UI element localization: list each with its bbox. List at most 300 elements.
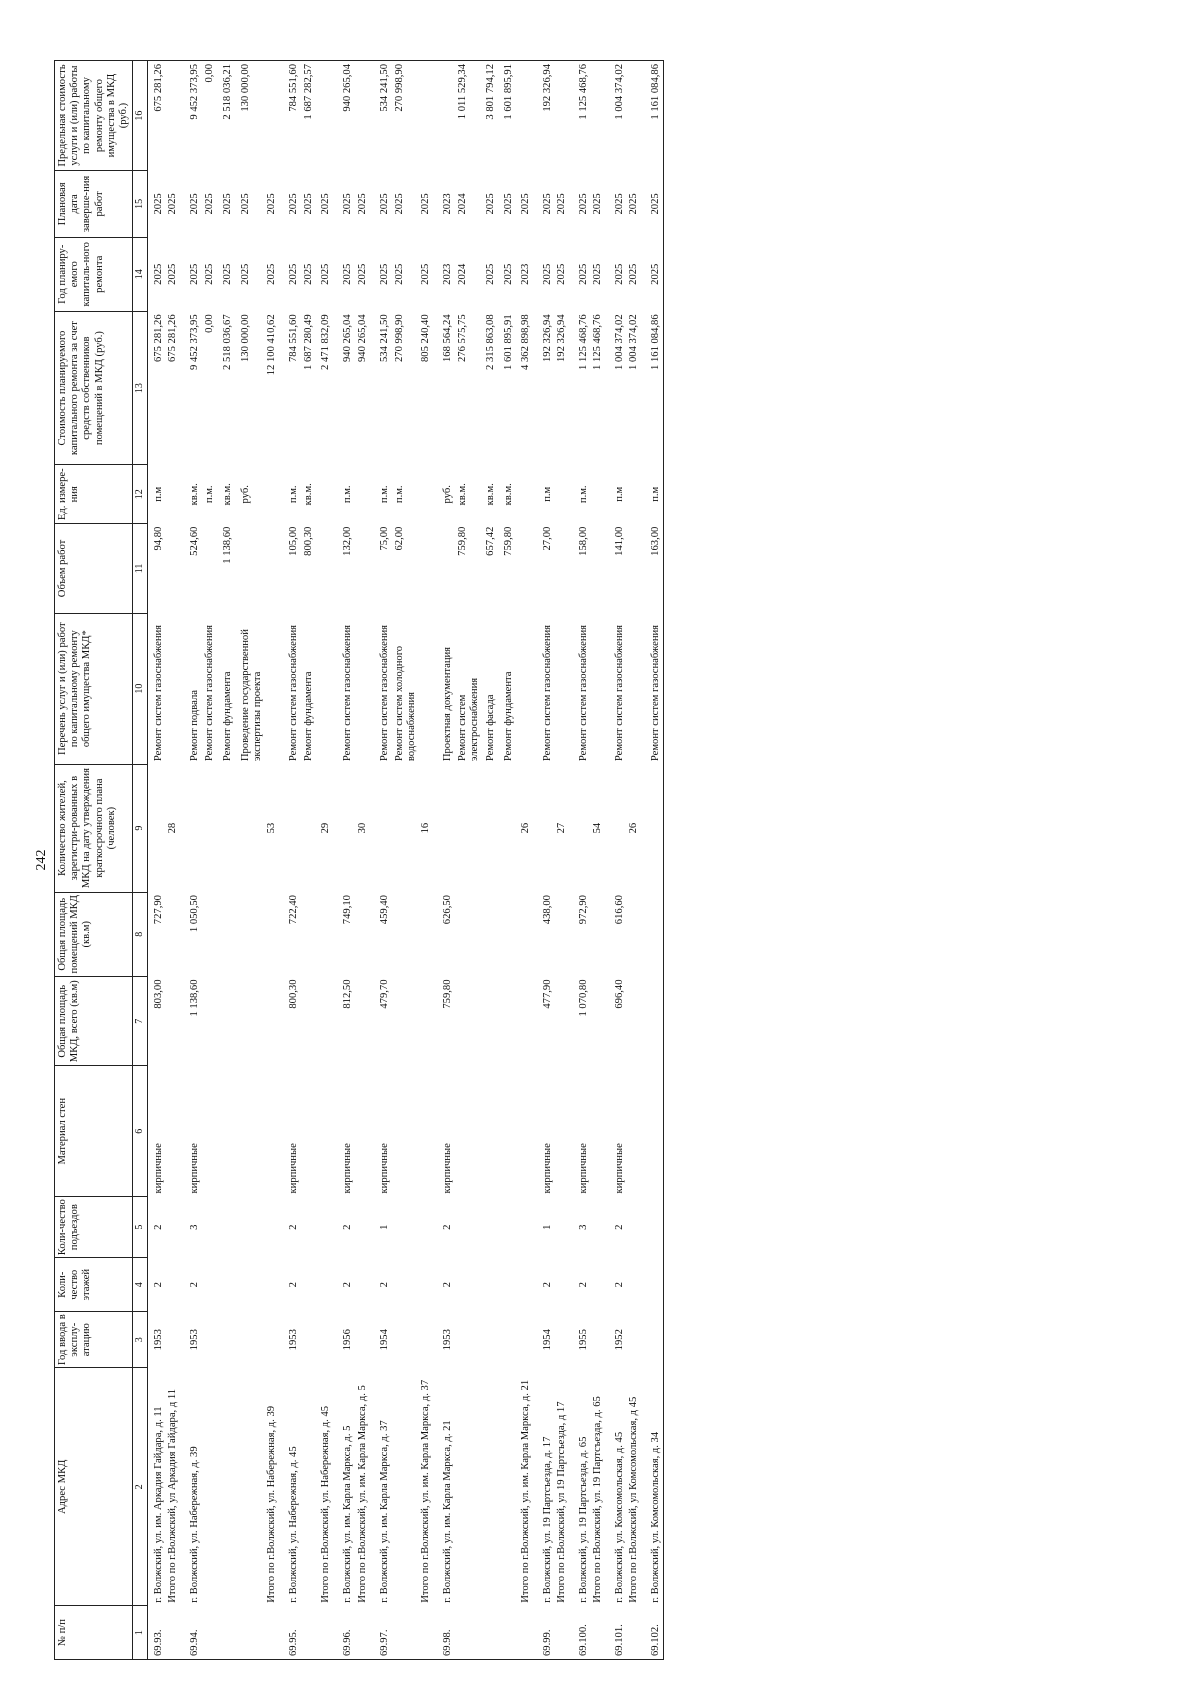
cell-col-2: г. Волжский, ул. 19 Партсъезда, д. 65 <box>577 1436 589 1603</box>
cell-col-15: 2025 <box>577 193 589 215</box>
cell-col-7 <box>591 976 609 1066</box>
cell-col-5 <box>202 1196 220 1257</box>
cell-col-4 <box>356 1258 374 1312</box>
cell-col-2: Итого по г.Волжский, ул 19 Партсъезда, д 17 <box>555 1401 567 1603</box>
cell-col-2: Итого по г.Волжский, ул. 19 Партсъезда, д. 65 <box>591 1396 603 1603</box>
column-number-4: 4 <box>133 1258 148 1312</box>
cell-col-10 <box>356 613 374 764</box>
cell-col-12 <box>265 465 283 524</box>
column-number-3: 3 <box>133 1312 148 1368</box>
cell-col-14: 2025 <box>613 263 625 285</box>
table-row <box>238 61 265 1660</box>
table-row <box>147 61 166 1660</box>
cell-col-2 <box>392 1368 419 1606</box>
cell-col-3 <box>319 1312 337 1368</box>
cell-col-1 <box>238 1606 265 1660</box>
cell-col-3 <box>301 1312 319 1368</box>
cell-col-7: 696,40 <box>613 979 625 1009</box>
cell-col-3: 1954 <box>378 1329 390 1351</box>
cell-col-7 <box>419 976 437 1066</box>
cell-col-3 <box>166 1312 184 1368</box>
cell-col-1: 69.95. <box>283 1606 301 1660</box>
column-header-14: Год планиру-емого капиталь-ного ремонта <box>55 237 133 311</box>
cell-col-11 <box>202 524 220 614</box>
table-body <box>147 61 664 1660</box>
cell-col-15: 2025 <box>188 193 200 215</box>
table-row <box>645 61 664 1660</box>
cell-col-14: 2025 <box>484 263 496 285</box>
cell-col-10: Ремонт фундамента <box>221 671 233 762</box>
column-number-13: 13 <box>133 311 148 465</box>
cell-col-8: 749,10 <box>342 895 354 925</box>
cell-col-15: 2025 <box>378 193 390 215</box>
cell-col-4: 2 <box>342 1282 354 1288</box>
cell-col-14: 2025 <box>628 263 640 285</box>
cell-col-5 <box>265 1196 283 1257</box>
cell-col-10: Ремонт фасада <box>484 694 496 762</box>
cell-col-4: 2 <box>577 1282 589 1288</box>
cell-col-3 <box>645 1312 664 1368</box>
column-header-9: Количество жителей, зарегистри-рованных в МКД на дату утверждения краткосрочного плана (человек) <box>55 764 133 892</box>
cell-col-4 <box>555 1258 573 1312</box>
cell-col-13: 1 161 084,86 <box>645 311 664 465</box>
cell-col-3 <box>519 1312 537 1368</box>
cell-col-10: Ремонт систем газоснабжения <box>288 624 300 762</box>
cell-col-2: г. Волжский, ул. Комсомольская, д. 34 <box>645 1368 664 1606</box>
cell-col-1: 69.101. <box>609 1606 627 1660</box>
cell-col-14: 2023 <box>442 263 454 285</box>
cell-col-7 <box>392 976 419 1066</box>
cell-col-9 <box>573 764 591 892</box>
cell-col-1 <box>555 1606 573 1660</box>
cell-col-6 <box>519 1066 537 1196</box>
cell-col-12: п.м. <box>378 485 390 504</box>
cell-col-9: 27 <box>555 822 567 834</box>
cell-col-15: 2025 <box>541 193 553 215</box>
total-row <box>319 61 337 1660</box>
column-header-13: Стоимость планируемого капитального ремонта за счет средств собственников помещений в МКД (руб.) <box>55 311 133 465</box>
cell-col-11 <box>356 524 374 614</box>
cell-col-16: 675 281,26 <box>147 61 166 171</box>
column-header-3: Год ввода в эксплу-атацию <box>55 1312 133 1368</box>
cell-col-1 <box>519 1606 537 1660</box>
cell-col-7 <box>555 976 573 1066</box>
cell-col-13: 1 687 280,49 <box>303 314 315 370</box>
cell-col-9 <box>220 764 238 892</box>
cell-col-16 <box>437 61 455 171</box>
cell-col-5 <box>392 1196 419 1257</box>
cell-col-12 <box>627 465 645 524</box>
cell-col-9: 26 <box>628 822 640 834</box>
cell-col-2: г. Волжский, ул. Набережная, д. 45 <box>288 1446 300 1603</box>
column-number-16: 16 <box>133 61 148 171</box>
cell-col-4 <box>483 1258 501 1312</box>
cell-col-5 <box>301 1196 319 1257</box>
cell-col-16: 1 161 084,86 <box>645 61 664 171</box>
cell-col-16: 1 687 282,57 <box>301 61 319 171</box>
cell-col-3 <box>555 1312 573 1368</box>
cell-col-1 <box>392 1606 419 1660</box>
column-header-16: Предельная стоимость услуги и (или) работы по капитальному ремонту общего имущества в МКД (руб.) <box>55 61 133 171</box>
cell-col-12: руб. <box>239 485 251 504</box>
cell-col-15: 2025 <box>203 193 215 215</box>
table-row <box>609 61 627 1660</box>
cell-col-7 <box>627 976 645 1066</box>
cell-col-16 <box>555 61 573 171</box>
cell-col-16 <box>591 61 609 171</box>
cell-col-13: 940 265,04 <box>356 314 368 363</box>
cell-col-14: 2025 <box>320 263 332 285</box>
cell-col-4 <box>455 1258 482 1312</box>
cell-col-7: 759,80 <box>442 979 454 1009</box>
cell-col-7 <box>356 976 374 1066</box>
cell-col-15: 2025 <box>342 193 354 215</box>
cell-col-6: кирпичные <box>342 1143 354 1194</box>
column-number-12: 12 <box>133 465 148 524</box>
cell-col-2: г. Волжский, ул. им. Карла Маркса, д. 37 <box>378 1420 390 1603</box>
cell-col-10: Ремонт систем газоснабжения <box>342 624 354 762</box>
cell-col-9 <box>238 764 265 892</box>
cell-col-15: 2025 <box>152 193 164 215</box>
cell-col-3: 1952 <box>613 1329 625 1351</box>
column-header-4: Коли-чество этажей <box>55 1258 133 1312</box>
cell-col-14: 2025 <box>342 263 354 285</box>
cell-col-4 <box>220 1258 238 1312</box>
cell-col-15: 2025 <box>266 193 278 215</box>
cell-col-12 <box>519 465 537 524</box>
cell-col-9 <box>645 764 664 892</box>
cell-col-1 <box>627 1606 645 1660</box>
cell-col-1: 69.99. <box>537 1606 555 1660</box>
cell-col-1 <box>319 1606 337 1660</box>
cell-col-1: 69.100. <box>573 1606 591 1660</box>
cell-col-13: 675 281,26 <box>152 314 164 363</box>
cell-col-1: 69.93. <box>147 1606 166 1660</box>
cell-col-15: 2025 <box>613 193 625 215</box>
cell-col-1 <box>455 1606 482 1660</box>
cell-col-11 <box>419 524 437 614</box>
cell-col-9: 29 <box>320 822 332 834</box>
cell-col-7 <box>519 976 537 1066</box>
cell-col-3 <box>419 1312 437 1368</box>
cell-col-11 <box>519 524 537 614</box>
cell-col-5 <box>483 1196 501 1257</box>
column-header-6: Материал стен <box>55 1066 133 1196</box>
cell-col-15: 2025 <box>555 193 567 215</box>
cell-col-1 <box>166 1606 184 1660</box>
cell-col-10: Проектная документация <box>442 646 454 762</box>
cell-col-9 <box>202 764 220 892</box>
cell-col-6: кирпичные <box>152 1143 164 1194</box>
cell-col-5 <box>356 1196 374 1257</box>
cell-col-15: 2025 <box>166 193 178 215</box>
total-row <box>555 61 573 1660</box>
cell-col-16: 2 518 036,21 <box>220 61 238 171</box>
cell-col-14: 2025 <box>288 263 300 285</box>
cell-col-13: 4 362 898,98 <box>519 314 531 370</box>
cell-col-7: 803,00 <box>152 979 164 1009</box>
cell-col-3: 1953 <box>442 1329 454 1351</box>
cell-col-16: 940 265,04 <box>337 61 355 171</box>
cell-col-12 <box>319 465 337 524</box>
cell-col-16: 130 000,00 <box>238 61 265 171</box>
total-row <box>419 61 437 1660</box>
cell-col-1 <box>301 1606 319 1660</box>
cell-col-8 <box>392 892 419 976</box>
cell-col-8 <box>202 892 220 976</box>
cell-col-11 <box>555 524 573 614</box>
cell-col-1 <box>265 1606 283 1660</box>
cell-col-14: 2025 <box>420 263 432 285</box>
cell-col-14: 2025 <box>502 263 514 285</box>
table-row <box>537 61 555 1660</box>
table-row <box>392 61 419 1660</box>
cell-col-8: 459,40 <box>378 895 390 925</box>
cell-col-2: г. Волжский, ул. Набережная, д. 39 <box>188 1446 200 1603</box>
cell-col-9: 28 <box>166 822 178 834</box>
cell-col-3 <box>392 1312 419 1368</box>
cell-col-3: 1956 <box>342 1329 354 1351</box>
cell-col-14: 2025 <box>591 263 603 285</box>
cell-col-3: 1953 <box>288 1329 300 1351</box>
cell-col-13: 2 471 832,09 <box>320 314 332 370</box>
cell-col-9 <box>501 764 519 892</box>
cell-col-4: 2 <box>188 1282 200 1288</box>
cell-col-13: 1 601 895,91 <box>502 314 514 370</box>
cell-col-9: 26 <box>519 822 531 834</box>
cell-col-10 <box>555 613 573 764</box>
cell-col-3 <box>356 1312 374 1368</box>
cell-col-16 <box>519 61 537 171</box>
cell-col-9: 16 <box>420 822 432 834</box>
cell-col-6 <box>301 1066 319 1196</box>
cell-col-12: кв.м. <box>188 483 200 506</box>
cell-col-12: п.м. <box>203 485 215 504</box>
cell-col-14: 2025 <box>303 263 315 285</box>
cell-col-8: 722,40 <box>288 895 300 925</box>
cell-col-16: 192 326,94 <box>537 61 555 171</box>
cell-col-11: 657,42 <box>484 526 496 556</box>
cell-col-11: 75,00 <box>378 526 390 551</box>
cell-col-7 <box>202 976 220 1066</box>
cell-col-14: 2025 <box>378 263 390 285</box>
cell-col-8 <box>166 892 184 976</box>
cell-col-11: 759,80 <box>502 526 514 556</box>
table-row <box>202 61 220 1660</box>
cell-col-12 <box>591 465 609 524</box>
cell-col-7 <box>238 976 265 1066</box>
cell-col-11 <box>591 524 609 614</box>
column-number-row <box>133 61 148 1660</box>
cell-col-3 <box>501 1312 519 1368</box>
column-number-5: 5 <box>133 1196 148 1257</box>
cell-col-11 <box>238 524 265 614</box>
cell-col-2: Итого по г.Волжский, ул. Набережная, д. 45 <box>320 1405 332 1603</box>
cell-col-8 <box>591 892 609 976</box>
cell-col-14: 2025 <box>555 263 567 285</box>
column-header-2: Адрес МКД <box>55 1368 133 1606</box>
cell-col-12: кв.м. <box>502 483 514 506</box>
cell-col-3: 1953 <box>188 1329 200 1351</box>
cell-col-5: 1 <box>541 1224 553 1230</box>
cell-col-16 <box>419 61 437 171</box>
cell-col-5: 2 <box>442 1224 454 1230</box>
cell-col-12: п.м <box>152 486 164 502</box>
cell-col-16: 9 452 373,95 <box>184 61 202 171</box>
cell-col-4: 2 <box>541 1282 553 1288</box>
cell-col-16 <box>356 61 374 171</box>
table-row <box>184 61 202 1660</box>
cell-col-8 <box>265 892 283 976</box>
cell-col-4: 2 <box>613 1282 625 1288</box>
cell-col-2 <box>501 1368 519 1606</box>
cell-col-13: 0,00 <box>203 314 215 333</box>
cell-col-13: 784 551,60 <box>288 314 300 363</box>
cell-col-3 <box>455 1312 482 1368</box>
cell-col-7 <box>220 976 238 1066</box>
cell-col-3: 1954 <box>541 1329 553 1351</box>
cell-col-8 <box>319 892 337 976</box>
cell-col-10: Ремонт систем газоснабжения <box>203 624 215 762</box>
cell-col-4 <box>265 1258 283 1312</box>
cell-col-1 <box>501 1606 519 1660</box>
cell-col-10 <box>319 613 337 764</box>
total-row <box>166 61 184 1660</box>
column-number-10: 10 <box>133 613 148 764</box>
cell-col-10: Ремонт подвала <box>188 690 200 762</box>
cell-col-10: Ремонт систем газоснабжения <box>577 624 589 762</box>
column-header-5: Коли-чество подъездов <box>55 1196 133 1257</box>
cell-col-16: 1 011 529,34 <box>455 61 482 171</box>
cell-col-12: п.м. <box>288 485 300 504</box>
cell-col-16: 1 004 374,02 <box>609 61 627 171</box>
cell-col-11: 800,30 <box>303 526 315 556</box>
cell-col-9: 30 <box>356 822 368 834</box>
cell-col-8 <box>483 892 501 976</box>
cell-col-12: п.м. <box>342 485 354 504</box>
cell-col-6 <box>501 1066 519 1196</box>
column-number-7: 7 <box>133 976 148 1066</box>
cell-col-7 <box>166 976 184 1066</box>
cell-col-1 <box>483 1606 501 1660</box>
cell-col-16: 3 801 794,12 <box>483 61 501 171</box>
cell-col-10: Ремонт систем газоснабжения <box>613 624 625 762</box>
cell-col-10 <box>591 613 609 764</box>
total-row <box>356 61 374 1660</box>
cell-col-7: 812,50 <box>342 979 354 1009</box>
column-header-8: Общая площадь помещений МКД (кв.м) <box>55 892 133 976</box>
cell-col-4: 2 <box>152 1282 164 1288</box>
cell-col-7 <box>483 976 501 1066</box>
cell-col-7 <box>645 976 664 1066</box>
cell-col-2: Итого по г.Волжский, ул Комсомольская, д 45 <box>628 1396 640 1603</box>
cell-col-6 <box>265 1066 283 1196</box>
cell-col-14: 2025 <box>166 263 178 285</box>
cell-col-6 <box>645 1066 664 1196</box>
cell-col-16 <box>265 61 283 171</box>
cell-col-13: 1 125 468,76 <box>577 314 589 370</box>
cell-col-5 <box>645 1196 664 1257</box>
cell-col-4 <box>202 1258 220 1312</box>
cell-col-5 <box>591 1196 609 1257</box>
column-header-15: Плановая дата заверше-ния работ <box>55 171 133 238</box>
cell-col-15: 2025 <box>591 193 603 215</box>
cell-col-3: 1953 <box>152 1329 164 1351</box>
cell-col-9 <box>455 764 482 892</box>
cell-col-4 <box>419 1258 437 1312</box>
cell-col-10: Проведение государственной экспертизы проекта <box>239 629 264 762</box>
table-row <box>437 61 455 1660</box>
cell-col-14: 2025 <box>203 263 215 285</box>
cell-col-1 <box>202 1606 220 1660</box>
cell-col-9 <box>609 764 627 892</box>
cell-col-16 <box>319 61 337 171</box>
cell-col-15: 2025 <box>420 193 432 215</box>
cell-col-9 <box>483 764 501 892</box>
cell-col-5 <box>455 1196 482 1257</box>
page-number: 242 <box>34 849 49 871</box>
cell-col-5: 3 <box>577 1224 589 1230</box>
cell-col-7: 477,90 <box>541 979 553 1009</box>
cell-col-11: 27,00 <box>541 526 553 551</box>
cell-col-6: кирпичные <box>613 1143 625 1194</box>
cell-col-8: 1 050,50 <box>188 895 200 933</box>
cell-col-11: 105,00 <box>288 526 300 556</box>
cell-col-14: 2024 <box>457 263 469 285</box>
cell-col-10: Ремонт систем газоснабжения <box>645 613 664 764</box>
cell-col-14: 2025 <box>356 263 368 285</box>
cell-col-6 <box>319 1066 337 1196</box>
total-row <box>591 61 609 1660</box>
cell-col-9 <box>301 764 319 892</box>
cell-col-6 <box>166 1066 184 1196</box>
cell-col-1: 69.97. <box>374 1606 392 1660</box>
column-number-6: 6 <box>133 1066 148 1196</box>
cell-col-16: 784 551,60 <box>283 61 301 171</box>
cell-col-11: 132,00 <box>342 526 354 556</box>
table-row <box>455 61 482 1660</box>
cell-col-2 <box>220 1368 238 1606</box>
cell-col-8 <box>627 892 645 976</box>
cell-col-4 <box>238 1258 265 1312</box>
cell-col-4 <box>392 1258 419 1312</box>
cell-col-15: 2025 <box>628 193 640 215</box>
cell-col-2: Итого по г.Волжский, ул. им. Карла Маркса, д. 37 <box>420 1379 432 1603</box>
cell-col-5 <box>519 1196 537 1257</box>
cell-col-12: руб. <box>442 485 454 504</box>
cell-col-6: кирпичные <box>442 1143 454 1194</box>
cell-col-13: 1 004 374,02 <box>628 314 640 370</box>
total-row <box>627 61 645 1660</box>
cell-col-8 <box>455 892 482 976</box>
cell-col-8 <box>555 892 573 976</box>
cell-col-6: кирпичные <box>188 1143 200 1194</box>
cell-col-8: 626,50 <box>442 895 454 925</box>
cell-col-1: 69.94. <box>184 1606 202 1660</box>
cell-col-8 <box>301 892 319 976</box>
cell-col-6 <box>220 1066 238 1196</box>
cell-col-5 <box>501 1196 519 1257</box>
cell-col-6 <box>356 1066 374 1196</box>
cell-col-14: 2025 <box>645 237 664 311</box>
cell-col-10 <box>265 613 283 764</box>
cell-col-14: 2025 <box>152 263 164 285</box>
cell-col-3 <box>220 1312 238 1368</box>
cell-col-9 <box>147 764 166 892</box>
cell-col-11: 163,00 <box>645 524 664 614</box>
cell-col-8 <box>519 892 537 976</box>
cell-col-2 <box>238 1368 265 1606</box>
